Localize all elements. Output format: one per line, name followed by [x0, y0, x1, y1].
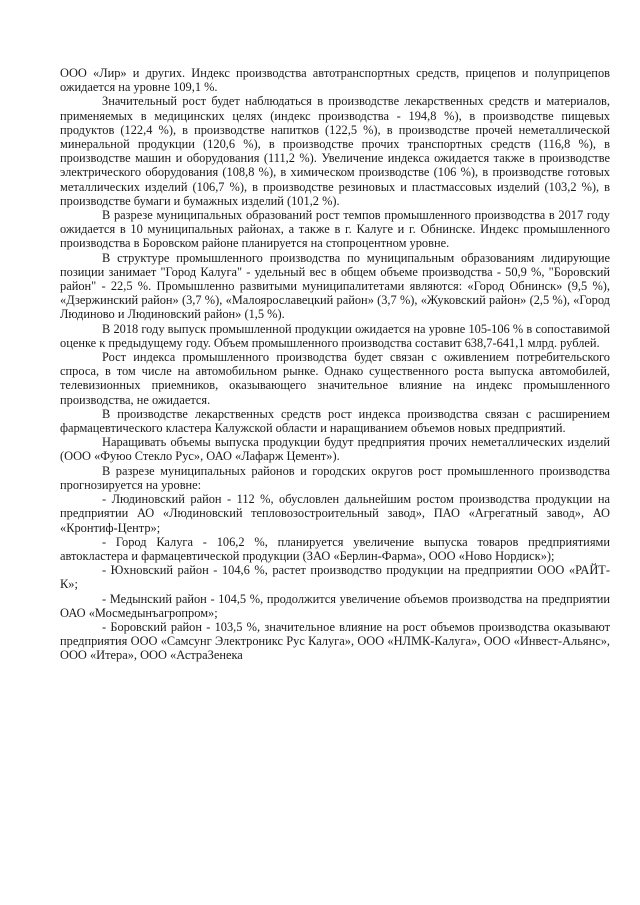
paragraph-district-forecast-intro: В разрезе муниципальных районов и городских округов рост промышленного производства прогнозируется на уровне: [60, 463, 610, 492]
document-page [60, 66, 610, 663]
paragraph-pharma-cluster: В производстве лекарственных средств рост индекса производства связан с расширением фармацевтического кластера Калужской области и наращиванием объемов новых предприятий. [60, 406, 610, 436]
list-item-yukhnov: - Юхновский район - 104,6 %, растет производство продукции на предприятии ООО «РАЙТ-К»; [60, 563, 610, 592]
list-item-lyudinovo: - Людиновский район - 112 %, обусловлен дальнейшим ростом производства продукции на предприятии АО «Людиновский тепловозостроительный завод», ПАО «Агрегатный завод», АО «Кронтиф-Центр»; [60, 492, 610, 535]
list-item-medyn: - Медынский район - 104,5 %, продолжится увеличение объемов производства на предприятии ОАО «Мосмедынъагропром»; [60, 591, 610, 620]
paragraph-2018-forecast: В 2018 году выпуск промышленной продукции ожидается на уровне 105-106 % в сопоставимой оценке к предыдущему году. Объем промышленного производства составит 638,7-641,1 млрд. рублей. [60, 321, 610, 350]
paragraph-consumer-demand: Рост индекса промышленного производства будет связан с оживлением потребительского спроса, в том числе на автомобильном рынке. Однако существенного роста выпуска автомобилей, телевизионных приемников, оказывающего значительное влияние на индекс промышленного производства, не ожидается. [60, 350, 610, 407]
paragraph-municipal-growth: В разрезе муниципальных образований рост темпов промышленного производства в 2017 году ожидается в 10 муниципальных районах, а также в г. Калуге и г. Обнинске. Индекс промышленного производства в Боровском районе планируется на стопроцентном уровне. [60, 208, 610, 251]
paragraph-growth-industries: Значительный рост будет наблюдаться в производстве лекарственных средств и материалов, применяемых в медицинских целях (индекс производства - 194,8 %), в производстве пищевых продуктов (122,4 %), в производстве напитков (122,5 %), в производстве прочей неметаллической минеральной продукции (120,6 %), в производстве прочих транспортных средств (116,8 %), в производстве машин и оборудования (111,2 %). Увеличение индекса ожидается также в производстве электрического оборудования (108,8 %), в химическом производстве (106 %), в производстве готовых металлических изделий (106,7 %), в производстве резиновых и пластмассовых изделий (103,2 %), в производстве бумаги и бумажных изделий (101,2 %). [60, 94, 610, 208]
paragraph-nonmetallic: Наращивать объемы выпуска продукции будут предприятия прочих неметаллических изделий (ООО «Фуюо Стекло Рус», ОАО «Лафарж Цемент»). [60, 435, 610, 464]
list-item-kaluga: - Город Калуга - 106,2 %, планируется увеличение выпуска товаров предприятиями автокластера и фармацевтической продукции (ЗАО «Берлин-Фарма», ООО «Ново Нордиск»); [60, 534, 610, 563]
list-item-borovsk: - Боровский район - 103,5 %, значительное влияние на рост объемов производства оказывают предприятия ООО «Самсунг Электроникс Рус Калуга», ООО «НЛМК-Калуга», ООО «Инвест-Альянс», ООО «Итера», ООО «АстраЗенека [60, 619, 610, 663]
paragraph-structure-leaders: В структуре промышленного производства по муниципальным образованиям лидирующие позиции занимает "Город Калуга" - удельный вес в общем объеме производства - 50,9 %, "Боровский район" - 22,5 %. Промышленно развитыми муниципалитетами являются: «Город Обнинск» (9,5 %), «Дзержинский район» (3,7 %), «Малоярославецкий район» (3,7 %), «Жуковский район» (2,5 %), «Город Людиново и Людиновский район» (1,5 %). [60, 250, 610, 322]
paragraph-intro-continuation: ООО «Лир» и других. Индекс производства автотранспортных средств, прицепов и полуприцепов ожидается на уровне 109,1 %. [60, 66, 610, 95]
